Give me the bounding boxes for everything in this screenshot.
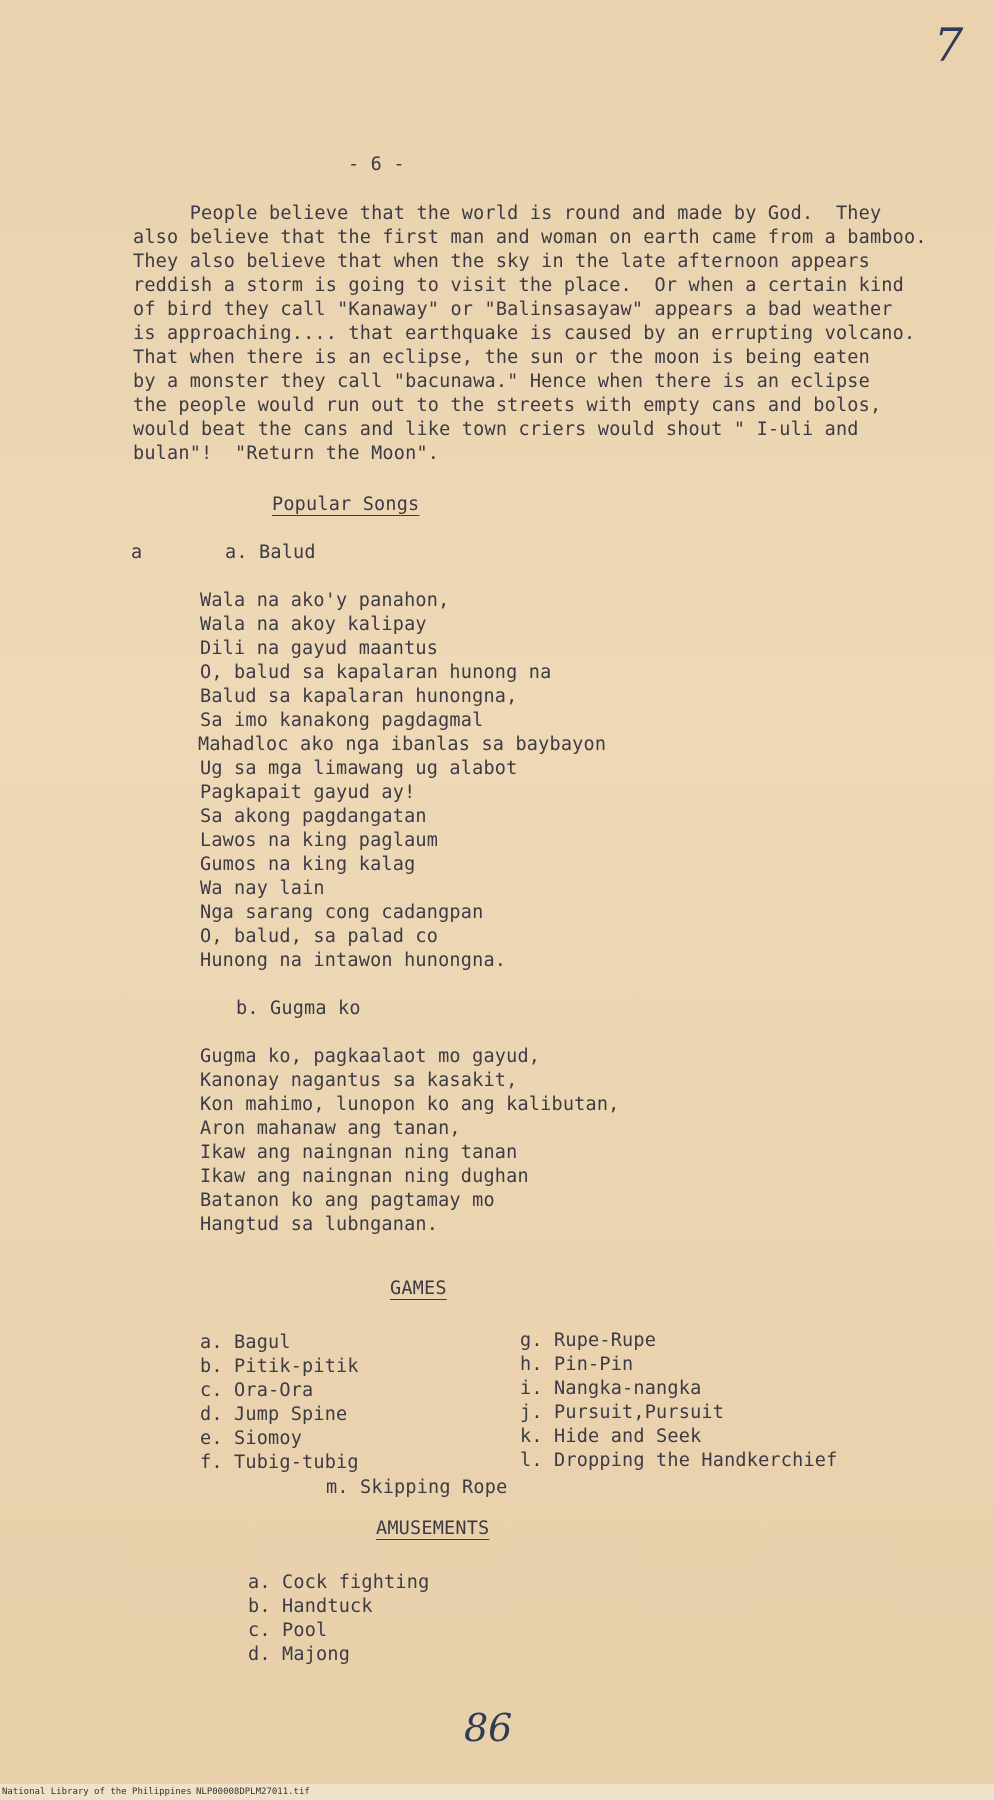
lyric-line: Gumos na king kalag xyxy=(200,854,416,875)
song-a-title: a. Balud xyxy=(225,542,316,563)
lyric-line: Dili na gayud maantus xyxy=(200,638,439,659)
paragraph-line: also believe that the first man and woman on earth came from a bamboo. xyxy=(133,227,927,248)
game-item: d. Jump Spine xyxy=(200,1404,348,1425)
games-heading: GAMES xyxy=(390,1278,447,1299)
game-item: i. Nangka-nangka xyxy=(520,1378,702,1399)
paragraph-line: People believe that the world is round and made by God. They xyxy=(133,203,882,224)
lyric-line: Pagkapait gayud ay! xyxy=(200,782,416,803)
paragraph-line: by a monster they call "bacunawa." Hence when there is an eclipse xyxy=(133,371,870,392)
footer-library: National Library of the Philippines xyxy=(2,1787,192,1797)
lyric-line: Wala na akoy kalipay xyxy=(200,614,427,635)
paragraph-line: bulan"! "Return the Moon". xyxy=(133,443,440,464)
lyric-line: Sa imo kanakong pagdagmal xyxy=(200,710,484,731)
margin-letter: a xyxy=(131,542,143,563)
lyric-line: O, balud, sa palad co xyxy=(200,926,439,947)
paragraph-line: is approaching.... that earthquake is caused by an errupting volcano. xyxy=(133,323,916,344)
lyric-line: Lawos na king paglaum xyxy=(200,830,439,851)
song-b-title: b. Gugma ko xyxy=(236,998,361,1019)
lyric-line: Ug sa mga limawang ug alabot xyxy=(200,758,518,779)
game-item: c. Ora-Ora xyxy=(200,1380,314,1401)
paragraph-line: They also believe that when the sky in the late afternoon appears xyxy=(133,251,870,272)
lyric-line: Hunong na intawon hunongna. xyxy=(200,950,507,971)
game-item: b. Pitik-pitik xyxy=(200,1356,359,1377)
paragraph-line: reddish a storm is going to visit the place. Or when a certain kind xyxy=(133,275,904,296)
lyric-line: Ikaw ang naingnan ning tanan xyxy=(200,1142,518,1163)
lyric-line: Hangtud sa lubnganan. xyxy=(200,1214,439,1235)
handwritten-number: 86 xyxy=(464,1706,513,1750)
game-item-last: m. Skipping Rope xyxy=(326,1477,508,1498)
lyric-line: Kanonay nagantus sa kasakit, xyxy=(200,1070,518,1091)
amusement-item: d. Majong xyxy=(248,1644,351,1665)
lyric-line: Sa akong pagdangatan xyxy=(200,806,427,827)
scan-footer xyxy=(0,1784,994,1800)
page-header: - 6 - xyxy=(348,154,405,175)
game-item: k. Hide and Seek xyxy=(520,1426,702,1447)
amusement-item: c. Pool xyxy=(248,1620,328,1641)
game-item: g. Rupe-Rupe xyxy=(520,1330,657,1351)
lyric-line: Ikaw ang naingnan ning dughan xyxy=(200,1166,529,1187)
lyric-line: Batanon ko ang pagtamay mo xyxy=(200,1190,495,1211)
lyric-line: Mahadloc ako nga ibanlas sa baybayon xyxy=(198,734,607,755)
lyric-line: Kon mahimo, lunopon ko ang kalibutan, xyxy=(200,1094,620,1115)
amusement-item: a. Cock fighting xyxy=(248,1572,430,1593)
lyric-line: Wa nay lain xyxy=(200,878,325,899)
paragraph-line: would beat the cans and like town criers would shout " I-uli and xyxy=(133,419,859,440)
lyric-line: Balud sa kapalaran hunongna, xyxy=(200,686,518,707)
paragraph-line: That when there is an eclipse, the sun or the moon is being eaten xyxy=(133,347,870,368)
game-item: j. Pursuit,Pursuit xyxy=(520,1402,725,1423)
amusement-item: b. Handtuck xyxy=(248,1596,373,1617)
lyric-line: Nga sarang cong cadangpan xyxy=(200,902,484,923)
lyric-line: Aron mahanaw ang tanan, xyxy=(200,1118,461,1139)
lyric-line: O, balud sa kapalaran hunong na xyxy=(200,662,552,683)
lyric-line: Wala na ako'y panahon, xyxy=(200,590,450,611)
lyric-line: Gugma ko, pagkaalaot mo gayud, xyxy=(200,1046,541,1067)
game-item: e. Siomoy xyxy=(200,1428,303,1449)
corner-page-number: 7 xyxy=(934,18,964,72)
game-item: f. Tubig-tubig xyxy=(200,1452,359,1473)
game-item: a. Bagul xyxy=(200,1332,291,1353)
paragraph-line: the people would run out to the streets with empty cans and bolos, xyxy=(133,395,882,416)
popular-songs-heading: Popular Songs xyxy=(272,494,420,515)
paragraph-line: of bird they call "Kanaway" or "Balinsasayaw" appears a bad weather xyxy=(133,299,893,320)
footer-filename: NLP00008DPLM27011.tif xyxy=(196,1787,310,1797)
amusements-heading: AMUSEMENTS xyxy=(376,1518,490,1539)
game-item: l. Dropping the Handkerchief xyxy=(520,1450,838,1471)
game-item: h. Pin-Pin xyxy=(520,1354,634,1375)
